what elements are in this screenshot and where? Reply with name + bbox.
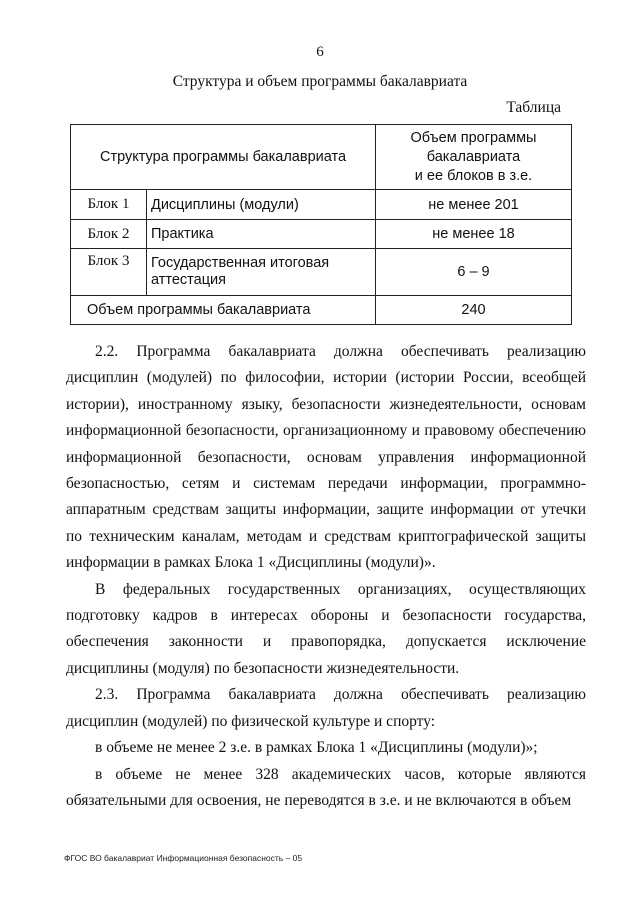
table-total-row	[71, 296, 572, 325]
block-name-line: Государственная итоговая	[151, 255, 330, 271]
block-name: Дисциплины (модули)	[147, 190, 376, 220]
block-name: Практика	[147, 220, 376, 249]
table-row	[71, 190, 572, 220]
block-label: Блок 1	[71, 190, 147, 220]
header-volume-line: бакалавриата	[426, 148, 521, 165]
page-footer: ФГОС ВО бакалавриат Информационная безопасность – 05	[64, 853, 303, 863]
block-name-line: аттестация	[151, 272, 226, 288]
paragraph: в объеме не менее 2 з.е. в рамках Блока 1 «Дисциплины (модули)»;	[95, 739, 538, 757]
block-volume: 6 – 9	[376, 249, 572, 296]
block-label: Блок 3	[71, 249, 147, 296]
total-label: Объем программы бакалавриата	[71, 296, 376, 325]
table-header-structure: Структура программы бакалавриата	[71, 125, 376, 190]
program-structure-table	[70, 124, 572, 325]
header-volume-line: и ее блоков в з.е.	[414, 167, 533, 184]
section-title: Структура и объем программы бакалавриата	[172, 73, 468, 90]
paragraph: 2.2. Программа бакалавриата должна обеспечивать реализацию дисциплин (модулей) по философии, истории (истории России, всеобщей истории), иностранному языку, безопасности жизнедеятельности, основам информационной безопасности, организационному и правовому обеспечению информационной безопасности, основам управления информационной безопасностью, сетям и системам передачи информации, программно-аппаратным средствам защиты информации, защите информации от утечки по техническим каналам, методам и средствам криптографической защиты информации в рамках Блока 1 «Дисциплины (модули)».	[66, 343, 586, 572]
paragraph: в объеме не менее 328 академических часов, которые являются обязательными для освоения, не переводятся в з.е. и не включаются в объем	[66, 765, 586, 809]
table-row	[71, 220, 572, 249]
paragraph: 2.3. Программа бакалавриата должна обеспечивать реализацию дисциплин (модулей) по физической культуре и спорту:	[66, 686, 586, 730]
table-header-volume	[376, 125, 572, 190]
total-value: 240	[376, 296, 572, 325]
header-volume-line: Объем программы	[410, 129, 537, 146]
block-volume: не менее 18	[376, 220, 572, 249]
body-text	[66, 339, 586, 814]
block-name	[147, 249, 376, 296]
paragraph: В федеральных государственных организациях, осуществляющих подготовку кадров в интересах обороны и безопасности государства, обеспечения законности и правопорядка, допускается исключение дисциплины (модуля) по безопасности жизнедеятельности.	[66, 580, 586, 677]
block-volume: не менее 201	[376, 190, 572, 220]
block-label: Блок 2	[71, 220, 147, 249]
table-header-row	[71, 125, 572, 190]
table-row	[71, 249, 572, 296]
page-number: 6	[316, 44, 324, 60]
table-caption: Таблица	[506, 99, 561, 116]
